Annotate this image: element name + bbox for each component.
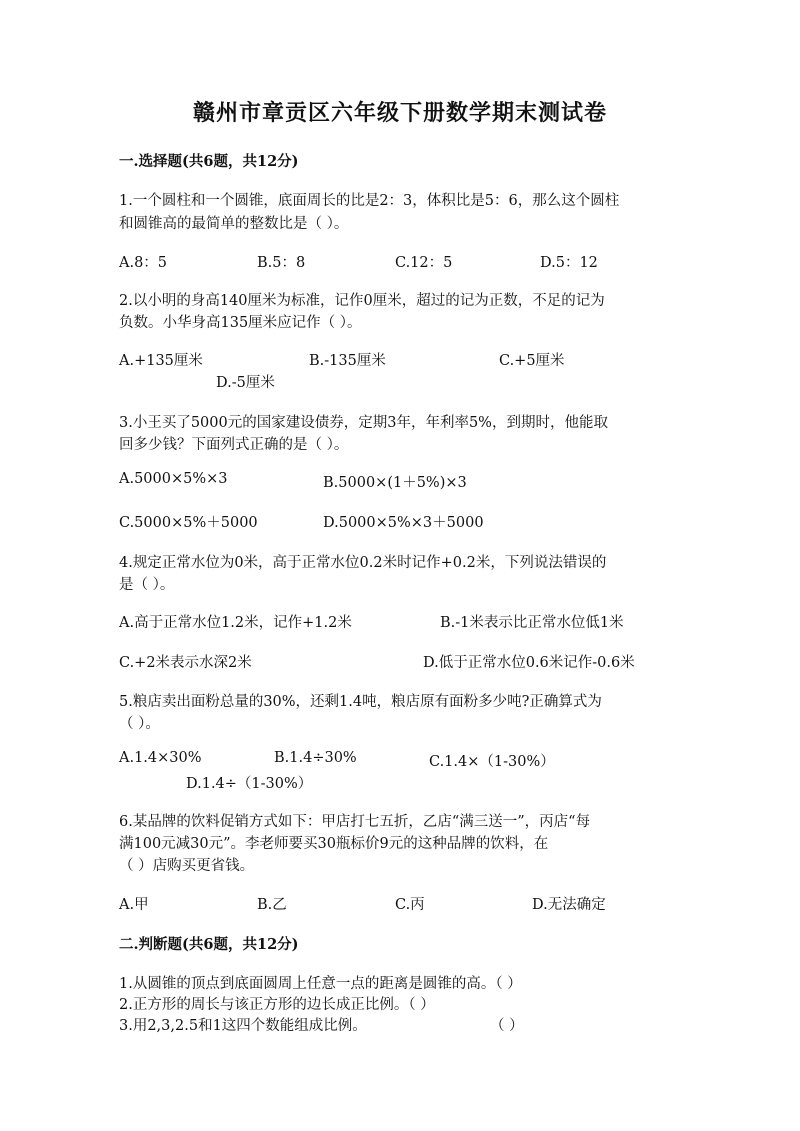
- question-2-option-c: C.+5厘米: [499, 353, 565, 369]
- question-2-option-a: A.+135厘米: [119, 353, 203, 369]
- question-3-line-1: 3.小王买了5000元的国家建设债券，定期3年，年利率5%，到期时，他能取: [119, 415, 608, 431]
- question-4-option-c: C.+2米表示水深2米: [119, 655, 252, 671]
- question-1-option-a: A.8：5: [119, 255, 168, 271]
- question-4-option-d: D.低于正常水位0.6米记作-0.6米: [423, 655, 635, 671]
- question-3-line-2: 回多少钱？下面列式正确的是（ ）。: [119, 437, 349, 453]
- question-2-line-2: 负数。小华身高135厘米应记作（ ）。: [119, 315, 362, 331]
- judgement-item-1: 1.从圆锥的顶点到底面圆周上任意一点的距离是圆锥的高。（ ）: [119, 976, 522, 992]
- question-1-line-2: 和圆锥高的最简单的整数比是（ ）。: [119, 216, 349, 232]
- question-1-option-c: C.12：5: [395, 255, 453, 271]
- question-5-option-a: A.1.4×30%: [119, 750, 202, 766]
- question-2-option-b: B.-135厘米: [309, 353, 386, 369]
- question-2-option-d: D.-5厘米: [216, 375, 275, 391]
- question-3-option-c: C.5000×5%＋5000: [119, 515, 258, 531]
- question-6-option-d: D.无法确定: [532, 897, 606, 913]
- judgement-item-3: 3.用2,3,2.5和1这四个数能组成比例。: [119, 1018, 367, 1034]
- question-6-option-c: C.丙: [395, 897, 425, 913]
- question-5-option-c: C.1.4×（1-30%）: [429, 754, 555, 770]
- question-3-option-b: B.5000×(1＋5%)×3: [323, 475, 467, 491]
- question-5-option-d: D.1.4÷（1-30%）: [186, 776, 313, 792]
- question-6-line-3: （ ）店购买更省钱。: [119, 858, 255, 874]
- question-1-option-d: D.5：12: [540, 255, 598, 271]
- question-5-option-b: B.1.4÷30%: [274, 750, 357, 766]
- question-4-line-1: 4.规定正常水位为0米，高于正常水位0.2米时记作+0.2米，下列说法错误的: [119, 555, 607, 571]
- section-heading-judgement: 二.判断题(共6题，共12分): [119, 936, 299, 953]
- judgement-item-3-blank: （ ）: [490, 1018, 524, 1034]
- question-2-line-1: 2.以小明的身高140厘米为标准，记作0厘米，超过的记为正数，不足的记为: [119, 293, 605, 309]
- question-6-line-2: 满100元减30元”。李老师要买30瓶标价9元的这种品牌的饮料，在: [119, 836, 549, 852]
- question-4-line-2: 是（ ）。: [119, 577, 175, 593]
- question-1-option-b: B.5：8: [257, 255, 306, 271]
- section-heading-choice: 一.选择题(共6题，共12分): [119, 153, 299, 170]
- question-1-line-1: 1.一个圆柱和一个圆锥，底面周长的比是2：3，体积比是5：6，那么这个圆柱: [119, 193, 620, 209]
- question-5-line-2: （ ）。: [119, 716, 160, 732]
- page-title: 赣州市章贡区六年级下册数学期末测试卷: [192, 100, 607, 126]
- question-6-option-b: B.乙: [257, 897, 287, 913]
- question-4-option-a: A.高于正常水位1.2米，记作+1.2米: [119, 615, 352, 631]
- question-3-option-a: A.5000×5%×3: [119, 471, 228, 487]
- question-3-option-d: D.5000×5%×3＋5000: [323, 515, 484, 531]
- question-5-line-1: 5.粮店卖出面粉总量的30%，还剩1.4吨，粮店原有面粉多少吨?正确算式为: [119, 694, 602, 710]
- judgement-item-2: 2.正方形的周长与该正方形的边长成正比例。（ ）: [119, 997, 435, 1013]
- question-4-option-b: B.-1米表示比正常水位低1米: [440, 615, 624, 631]
- question-6-line-1: 6.某品牌的饮料促销方式如下：甲店打七五折，乙店“满三送一”，丙店“每: [119, 814, 591, 830]
- question-6-option-a: A.甲: [119, 897, 149, 913]
